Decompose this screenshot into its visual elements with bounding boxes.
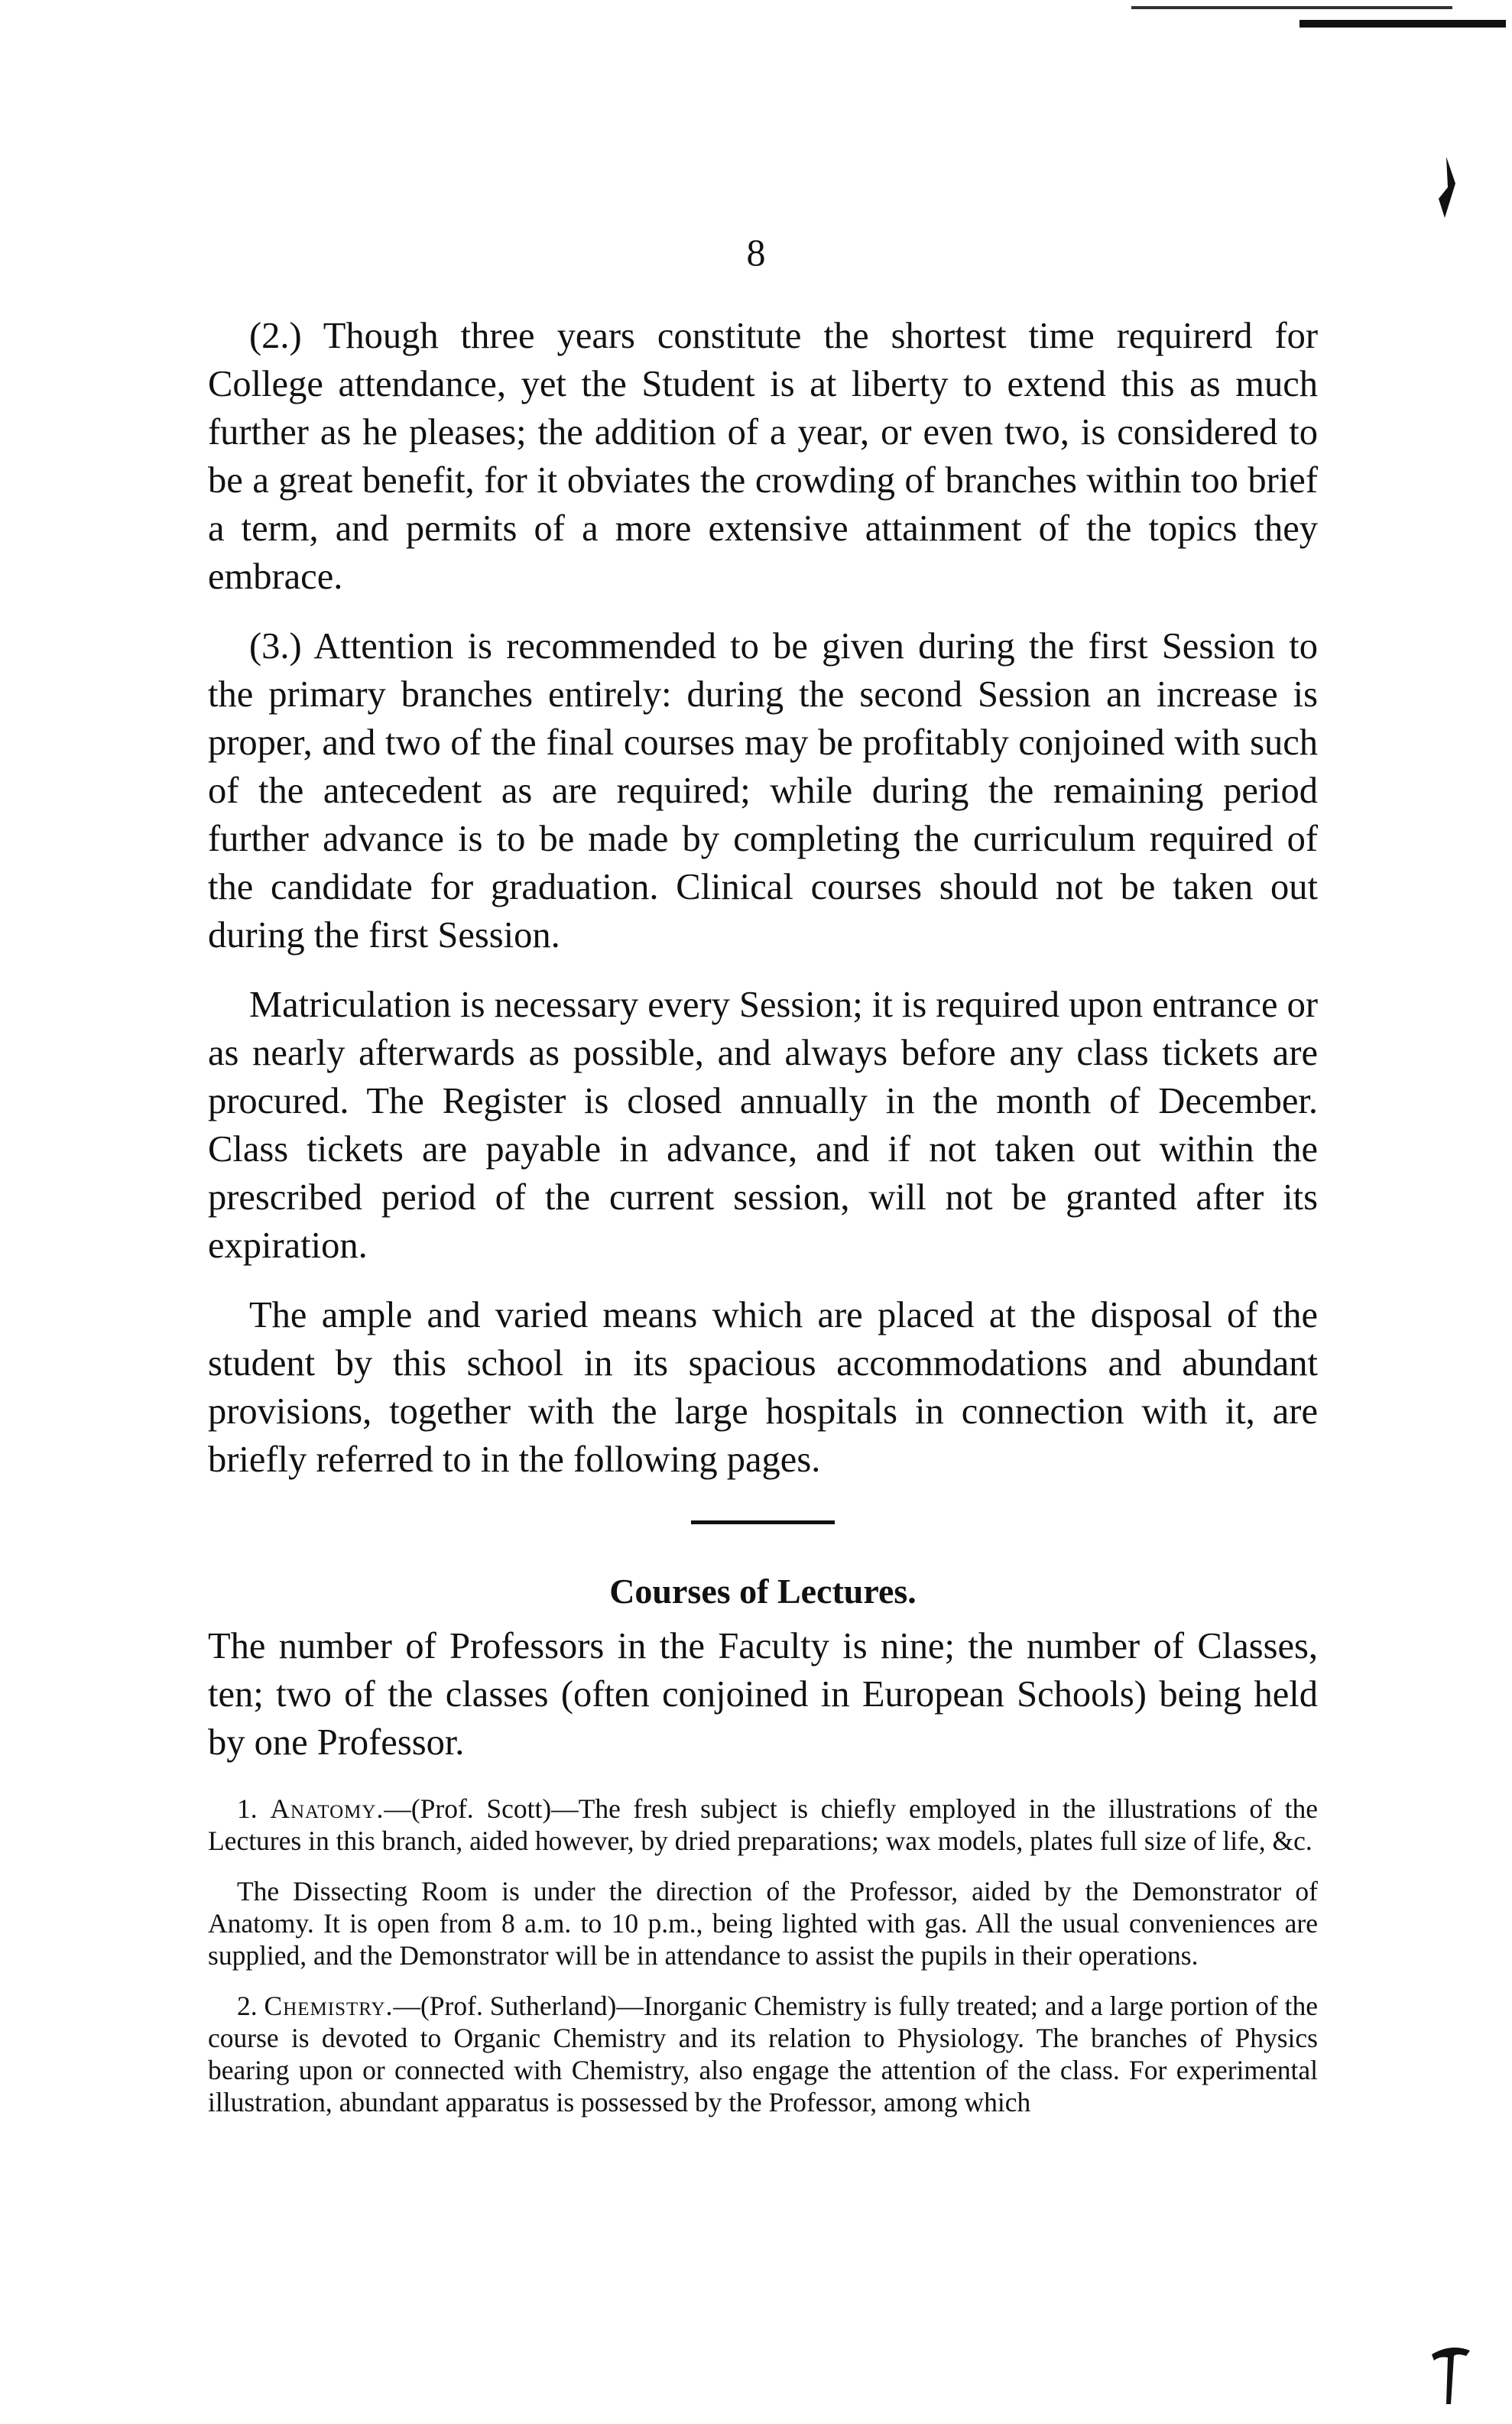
scan-edge-mark <box>1299 20 1506 28</box>
section-intro: The number of Professors in the Faculty is nine; the number of Classes, ten; two of the classes (often conjoined in European Schools) being held by one Professor. <box>208 1626 1318 1763</box>
course-name: Anatomy. <box>270 1793 384 1824</box>
paragraph: (3.) Attention is recommended to be given during the first Session to the primary branches entirely: during the second Session an increase is proper, and two of the final courses may be profitably conjoined with such of the antecedent as are required; while during the remaining period further advance is to be made by completing the curriculum required of the candidate for graduation. Clinical courses should not be taken out during the first Session. <box>208 626 1318 956</box>
scan-corner-mark <box>1428 2339 1474 2408</box>
course-number: 2. <box>237 1991 258 2021</box>
section-heading: Courses of Lectures. <box>609 1572 917 1611</box>
course-text: —(Prof. Sutherland)—Inorganic Chemistry is fully treated; and a large portion of the course is devoted to Organic Chemistry and its relation to Physiology. The branches of Physics bearing upon or connected with Chemistry, also engage the attention of the class. For experimental illustration, abundant apparatus is possessed by the Professor, among which <box>208 1991 1318 2117</box>
page-number: 8 <box>746 231 766 274</box>
course-name: Chemistry. <box>264 1991 394 2021</box>
paragraph: The ample and varied means which are placed at the disposal of the student by this school in its spacious accommodations and abundant provisions, together with the large hospitals in connection with it, are briefly referred to in the following pages. <box>208 1295 1318 1480</box>
scan-corner-mark <box>1431 153 1462 222</box>
course-number: 1. <box>237 1793 258 1824</box>
paragraph: Matriculation is necessary every Session; it is required upon entrance or as nearly afterwards as possible, and always before any class tickets are procured. The Register is closed annually in the month of December. Class tickets are payable in advance, and if not taken out within the prescribed period of the current session, will not be granted after its expiration. <box>208 985 1318 1266</box>
course-text: —(Prof. Scott)—The fresh subject is chiefly employed in the illustrations of the Lectures in this branch, aided however, by dried preparations; wax models, plates full size of life, &c. <box>208 1793 1318 1856</box>
paragraph: (2.) Though three years constitute the shortest time requirerd for College attendance, yet the Student is at liberty to extend this as much further as he pleases; the addition of a year, or even two, is considered to be a great benefit, for it obviates the crowding of branches within too brief a term, and permits of a more extensive attainment of the topics they embrace. <box>208 316 1318 597</box>
course-entry-anatomy <box>208 1793 1318 1857</box>
scan-edge-mark <box>1131 6 1452 9</box>
course-entry-chemistry <box>208 1990 1318 2118</box>
page-body <box>208 312 1318 2137</box>
course-text: The Dissecting Room is under the direction of the Professor, aided by the Demonstrator of Anatomy. It is open from 8 a.m. to 10 p.m., being lighted with gas. All the usual conveniences are supplied, and the Demonstrator will be in attendance to assist the pupils in their operations. <box>208 1876 1318 1971</box>
section-divider <box>691 1520 835 1524</box>
course-entry-dissecting-room <box>208 1875 1318 1971</box>
